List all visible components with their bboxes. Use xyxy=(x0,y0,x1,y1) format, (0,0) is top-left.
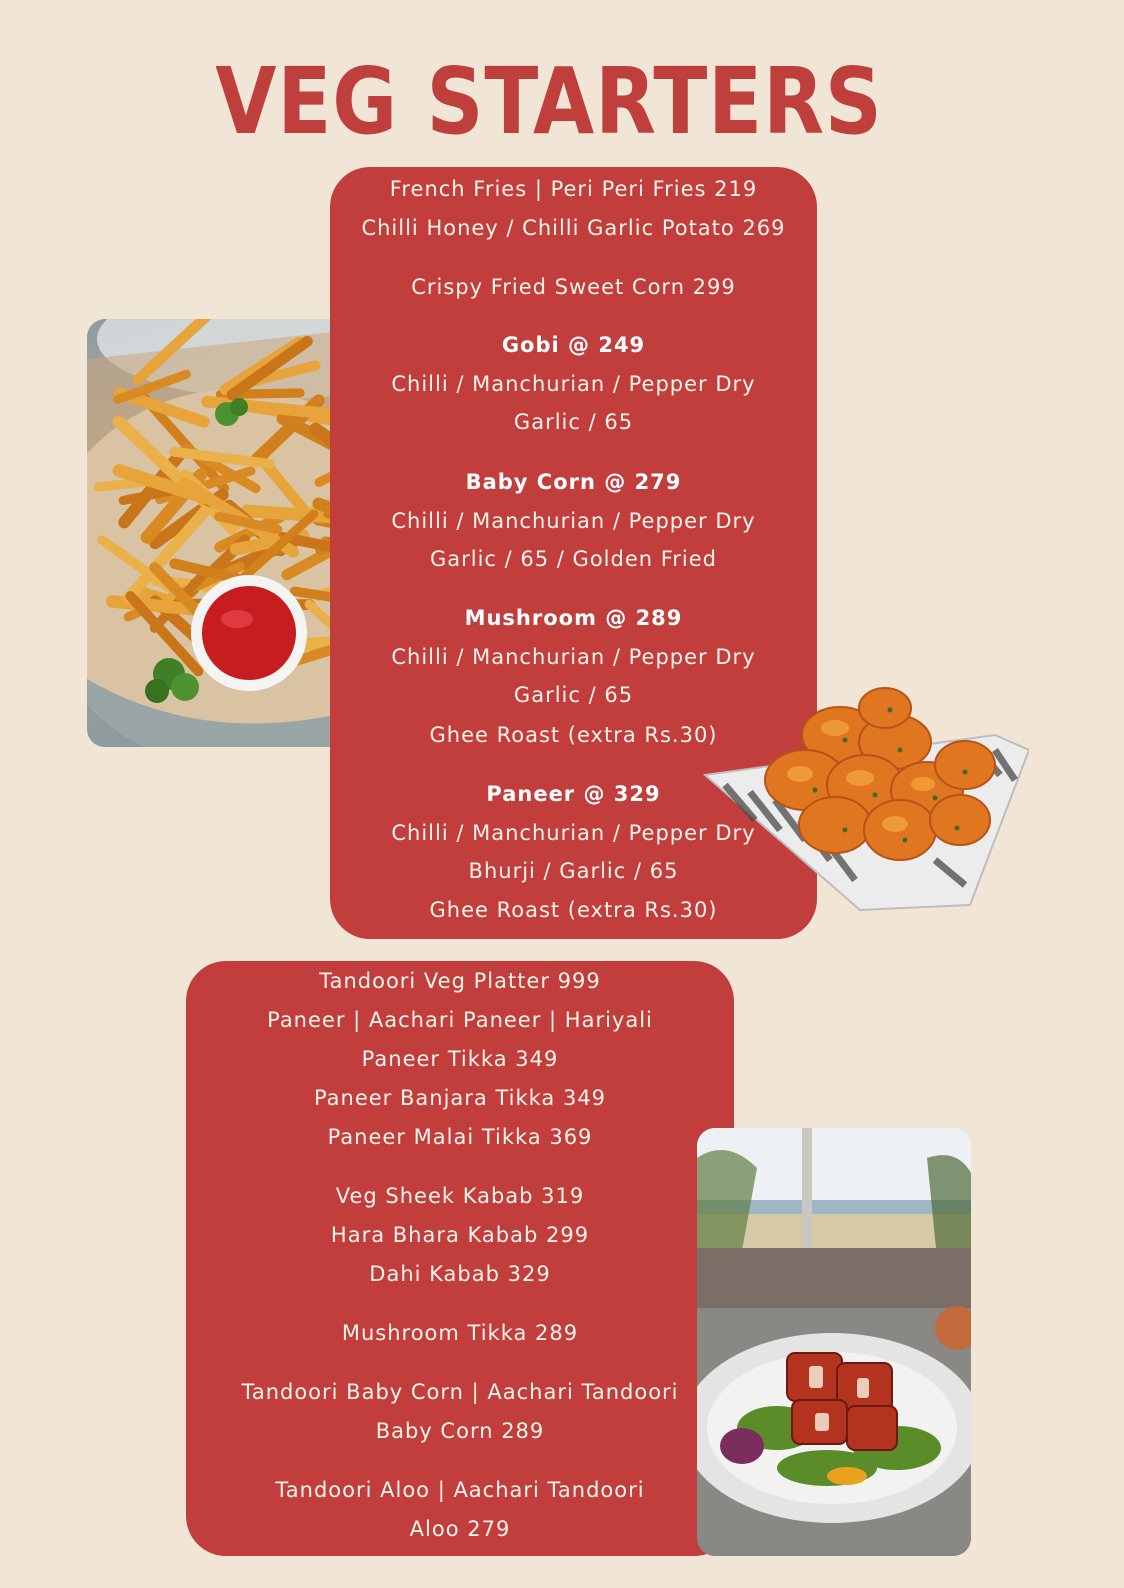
menu-line: Baby Corn 289 xyxy=(375,1419,545,1443)
menu-line: Veg Sheek Kabab 319 xyxy=(335,1184,585,1208)
menu-line: Paneer Tikka 349 xyxy=(361,1047,559,1071)
page-title: VEG STARTERS xyxy=(215,48,883,155)
menu-line: Bhurji / Garlic / 65 xyxy=(468,859,679,883)
menu-line: Tandoori Baby Corn | Aachari Tandoori xyxy=(241,1380,679,1404)
menu-line: Dahi Kabab 329 xyxy=(369,1262,551,1286)
section-heading: Paneer @ 329 xyxy=(486,782,661,806)
menu-line: Chilli / Manchurian / Pepper Dry xyxy=(391,372,756,396)
menu-line: Chilli Honey / Chilli Garlic Potato 269 xyxy=(361,216,786,240)
menu-line: Chilli / Manchurian / Pepper Dry xyxy=(391,509,756,533)
section-heading: Baby Corn @ 279 xyxy=(465,470,682,494)
menu-line: Mushroom Tikka 289 xyxy=(341,1321,579,1345)
menu-line: Tandoori Veg Platter 999 xyxy=(319,969,601,993)
paneer-tikka-photo xyxy=(697,1128,971,1556)
section-heading: Gobi @ 249 xyxy=(501,333,646,357)
menu-line: Tandoori Aloo | Aachari Tandoori xyxy=(275,1478,645,1502)
menu-line: Aloo 279 xyxy=(409,1517,511,1541)
section-heading: Mushroom @ 289 xyxy=(464,606,683,630)
pakora-photo xyxy=(695,680,1029,915)
menu-line: French Fries | Peri Peri Fries 219 xyxy=(389,177,758,201)
menu-line: Chilli / Manchurian / Pepper Dry xyxy=(391,821,756,845)
menu-line: Garlic / 65 / Golden Fried xyxy=(429,547,718,571)
menu-line: Paneer Malai Tikka 369 xyxy=(327,1125,593,1149)
menu-line: Ghee Roast (extra Rs.30) xyxy=(429,723,718,747)
menu-line: Chilli / Manchurian / Pepper Dry xyxy=(391,645,756,669)
menu-line: Crispy Fried Sweet Corn 299 xyxy=(411,275,736,299)
tandoor-panel xyxy=(186,961,734,1556)
menu-line: Paneer | Aachari Paneer | Hariyali xyxy=(267,1008,653,1032)
menu-line: Paneer Banjara Tikka 349 xyxy=(313,1086,607,1110)
menu-line: Garlic / 65 xyxy=(513,410,634,434)
menu-line: Hara Bhara Kabab 299 xyxy=(330,1223,590,1247)
menu-line: Ghee Roast (extra Rs.30) xyxy=(429,898,718,922)
fries-photo xyxy=(87,319,360,747)
menu-line: Garlic / 65 xyxy=(513,683,634,707)
